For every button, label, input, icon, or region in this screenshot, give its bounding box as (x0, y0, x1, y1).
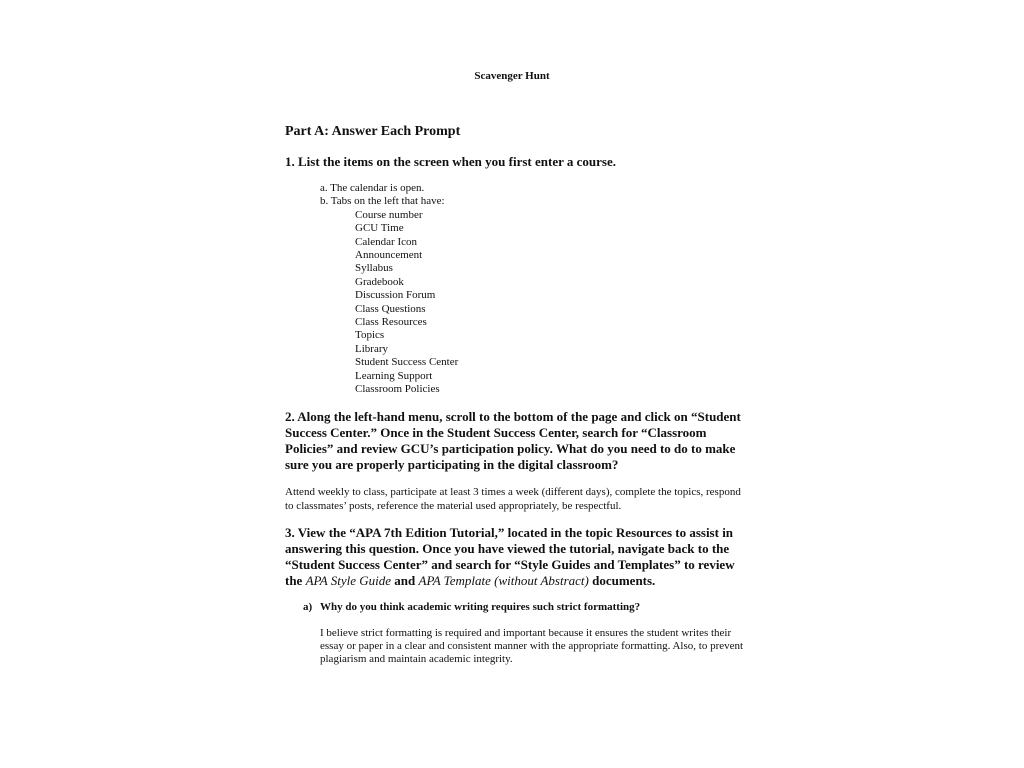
list-item: Announcement (355, 249, 423, 262)
sub-question-a-text: Why do you think academic writing requires such strict formatting? (320, 600, 641, 613)
list-item: Library (355, 342, 388, 355)
list-item: Course number (355, 208, 423, 221)
answer-item-a: a. The calendar is open. (320, 182, 425, 194)
list-item: Topics (355, 329, 385, 342)
sub-question-a (303, 601, 745, 613)
document-body (285, 124, 745, 667)
list-item: Student Success Center (355, 356, 459, 369)
list-item: Gradebook (355, 275, 404, 288)
list-item: Learning Support (355, 369, 433, 382)
question-2-answer: Attend weekly to class, participate at least 3 times a week (different days), complete the topics, respond to classmates’ posts, reference the material used appropriately, be respectful. (285, 485, 741, 512)
list-item: Calendar Icon (355, 235, 417, 248)
sub-question-a-answer: I believe strict formatting is required and important because it ensures the student writes their essay or paper in a clear and consistent manner with the appropriate formatting. Also, to prevent plagiarism and maintain academic integrity. (320, 626, 744, 666)
apa-style-guide-title: APA Style Guide (305, 572, 392, 588)
tabs-list (355, 209, 745, 397)
list-item: Class Questions (355, 302, 426, 315)
question-1-answer (320, 182, 745, 397)
list-item: Class Resources (355, 316, 427, 329)
question-1: 1. List the items on the screen when you first enter a course. (285, 154, 616, 169)
part-a-heading: Part A: Answer Each Prompt (285, 124, 461, 139)
apa-template-title: APA Template (without Abstract) (418, 572, 589, 588)
document-title: Scavenger Hunt (474, 70, 550, 82)
list-item: Syllabus (355, 262, 393, 275)
list-item: Discussion Forum (355, 289, 436, 302)
answer-item-b: b. Tabs on the left that have: (320, 195, 445, 208)
question-2: 2. Along the left-hand menu, scroll to the bottom of the page and click on “Student Success Center.” Once in the Student Success Center, search for “Classroom Policies” and review GCU’s participation policy. What do you need to do to make sure you are properly participating in the digital classroom? (285, 408, 741, 472)
question-3-text-part2: and (391, 572, 419, 588)
list-item: GCU Time (355, 222, 404, 235)
question-3-text-part1: 3. View the “APA 7th Edition Tutorial,” located in the topic Resources to assist in answering this question. Once you have viewed the tutorial, navigate back to the “Student Success Center” and search for “Style Guides and Templates” to review the (285, 524, 735, 588)
question-3-text-part3: documents. (588, 572, 656, 588)
list-item: Classroom Policies (355, 383, 440, 396)
sub-question-a-label: a) (303, 600, 313, 613)
question-3 (285, 525, 745, 589)
